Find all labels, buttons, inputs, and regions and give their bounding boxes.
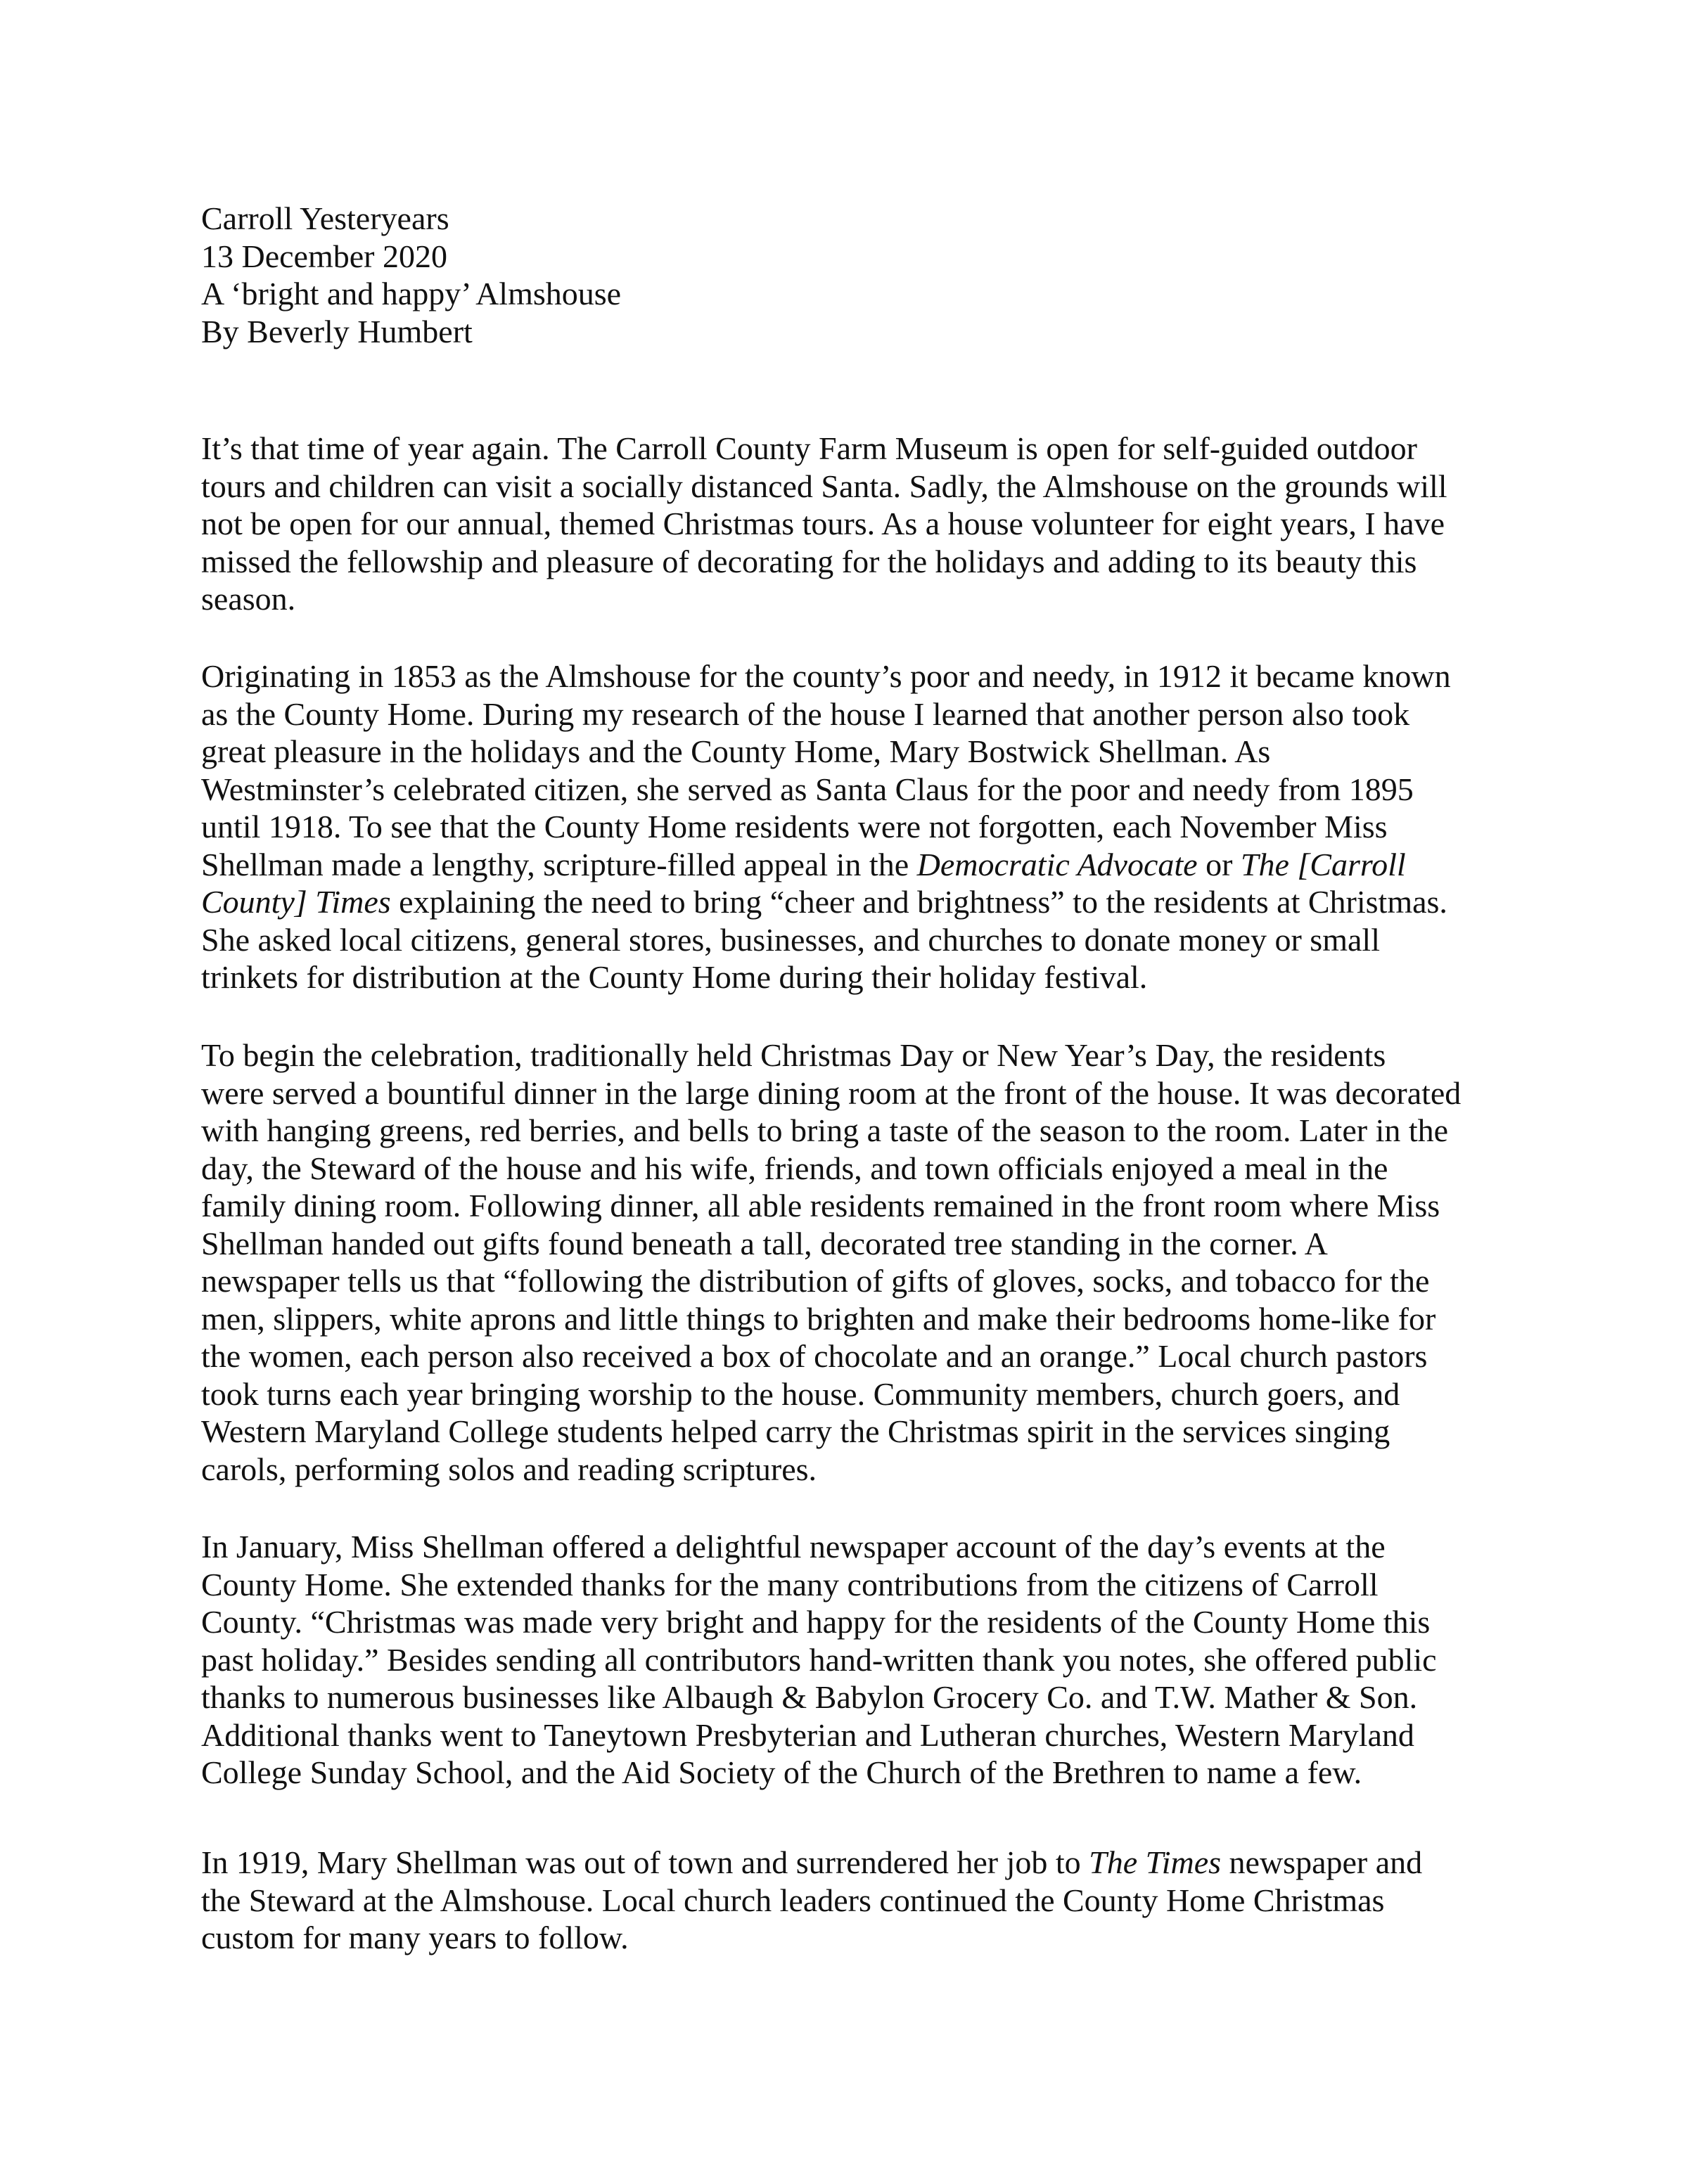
paragraph-1 — [201, 430, 1552, 618]
paragraph-line: In January, Miss Shellman offered a delightful newspaper account of the day’s events at the — [201, 1529, 1386, 1565]
paragraph-line: the women, each person also received a box of chocolate and an orange.” Local church pastors — [201, 1338, 1428, 1374]
paragraph-line: County Home. She extended thanks for the many contributions from the citizens of Carroll — [201, 1566, 1379, 1602]
paragraph-line: took turns each year bringing worship to the house. Community members, church goers, and — [201, 1375, 1400, 1412]
paragraph-line-mixed — [201, 1844, 1552, 1882]
paragraph-2 — [201, 657, 1552, 996]
paragraph-line: County. “Christmas was made very bright and happy for the residents of the County Home this — [201, 1604, 1431, 1640]
paragraph-line: To begin the celebration, traditionally held Christmas Day or New Year’s Day, the residents — [201, 1037, 1386, 1073]
paragraph-line-mixed — [201, 883, 1552, 921]
paragraph-line: season. — [201, 581, 296, 617]
paragraph-line: men, slippers, white aprons and little things to brighten and make their bedrooms home-like for — [201, 1300, 1436, 1337]
paragraph-line: tours and children can visit a socially distanced Santa. Sadly, the Almshouse on the grounds will — [201, 468, 1447, 504]
paragraph-line: College Sunday School, and the Aid Society of the Church of the Brethren to name a few. — [201, 1754, 1362, 1790]
paragraph-line: It’s that time of year again. The Carroll County Farm Museum is open for self-guided outdoor — [201, 430, 1417, 466]
paragraph-5 — [201, 1844, 1552, 1957]
paragraph-line: past holiday.” Besides sending all contributors hand-written thank you notes, she offered public — [201, 1641, 1437, 1678]
paragraph-line: trinkets for distribution at the County Home during their holiday festival. — [201, 959, 1148, 995]
publication-name: County] Times — [201, 884, 391, 920]
paragraph-line: thanks to numerous businesses like Albaugh & Babylon Grocery Co. and T.W. Mather & Son. — [201, 1679, 1418, 1715]
paragraph-line-mixed — [201, 846, 1552, 884]
column-name: Carroll Yesteryears — [201, 200, 449, 236]
article-header — [201, 200, 1552, 350]
paragraph-4 — [201, 1528, 1552, 1792]
paragraph-line: missed the fellowship and pleasure of decorating for the holidays and adding to its beauty this — [201, 543, 1417, 579]
publication-name: The Times — [1089, 1844, 1222, 1880]
publication-name: Democratic Advocate — [916, 846, 1198, 882]
publication-name: The [Carroll — [1240, 846, 1406, 882]
text-run: newspaper and — [1221, 1844, 1423, 1880]
paragraph-line: She asked local citizens, general stores, businesses, and churches to donate money or small — [201, 921, 1380, 958]
paragraph-line: were served a bountiful dinner in the large dining room at the front of the house. It was decorated — [201, 1074, 1462, 1111]
paragraph-line: great pleasure in the holidays and the County Home, Mary Bostwick Shellman. As — [201, 733, 1271, 769]
paragraph-line: family dining room. Following dinner, all able residents remained in the front room where Miss — [201, 1188, 1440, 1223]
paragraph-line: custom for many years to follow. — [201, 1920, 629, 1955]
text-run: or — [1197, 846, 1241, 882]
paragraph-line: with hanging greens, red berries, and bells to bring a taste of the season to the room. Later in the — [201, 1112, 1449, 1148]
paragraph-line: day, the Steward of the house and his wife, friends, and town officials enjoyed a meal in the — [201, 1150, 1388, 1186]
text-run: Shellman made a lengthy, scripture-filled appeal in the — [201, 846, 917, 882]
paragraph-line: until 1918. To see that the County Home residents were not forgotten, each November Miss — [201, 809, 1388, 844]
paragraph-line: the Steward at the Almshouse. Local church leaders continued the County Home Christmas — [201, 1882, 1385, 1918]
text-run: In 1919, Mary Shellman was out of town and surrendered her job to — [201, 1844, 1089, 1880]
article-byline: By Beverly Humbert — [201, 313, 473, 349]
paragraph-line: Western Maryland College students helped carry the Christmas spirit in the services singing — [201, 1413, 1390, 1449]
text-run: explaining the need to bring “cheer and brightness” to the residents at Christmas. — [390, 884, 1447, 920]
paragraph-line: Additional thanks went to Taneytown Presbyterian and Lutheran churches, Western Maryland — [201, 1716, 1414, 1753]
paragraph-line: Originating in 1853 as the Almshouse for the county’s poor and needy, in 1912 it became known — [201, 658, 1451, 694]
paragraph-line: not be open for our annual, themed Christmas tours. As a house volunteer for eight years, I have — [201, 506, 1445, 541]
paragraph-line: carols, performing solos and reading scriptures. — [201, 1451, 817, 1487]
paragraph-line: Shellman handed out gifts found beneath a tall, decorated tree standing in the corner. A — [201, 1225, 1328, 1261]
paragraph-line: Westminster’s celebrated citizen, she served as Santa Claus for the poor and needy from 1895 — [201, 771, 1414, 807]
article-date: 13 December 2020 — [201, 238, 447, 274]
paragraph-3 — [201, 1036, 1552, 1488]
article-title: A ‘bright and happy’ Almshouse — [201, 276, 622, 311]
paragraph-line: as the County Home. During my research of the house I learned that another person also took — [201, 695, 1410, 732]
paragraph-line: newspaper tells us that “following the distribution of gifts of gloves, socks, and tobacco for the — [201, 1263, 1430, 1299]
